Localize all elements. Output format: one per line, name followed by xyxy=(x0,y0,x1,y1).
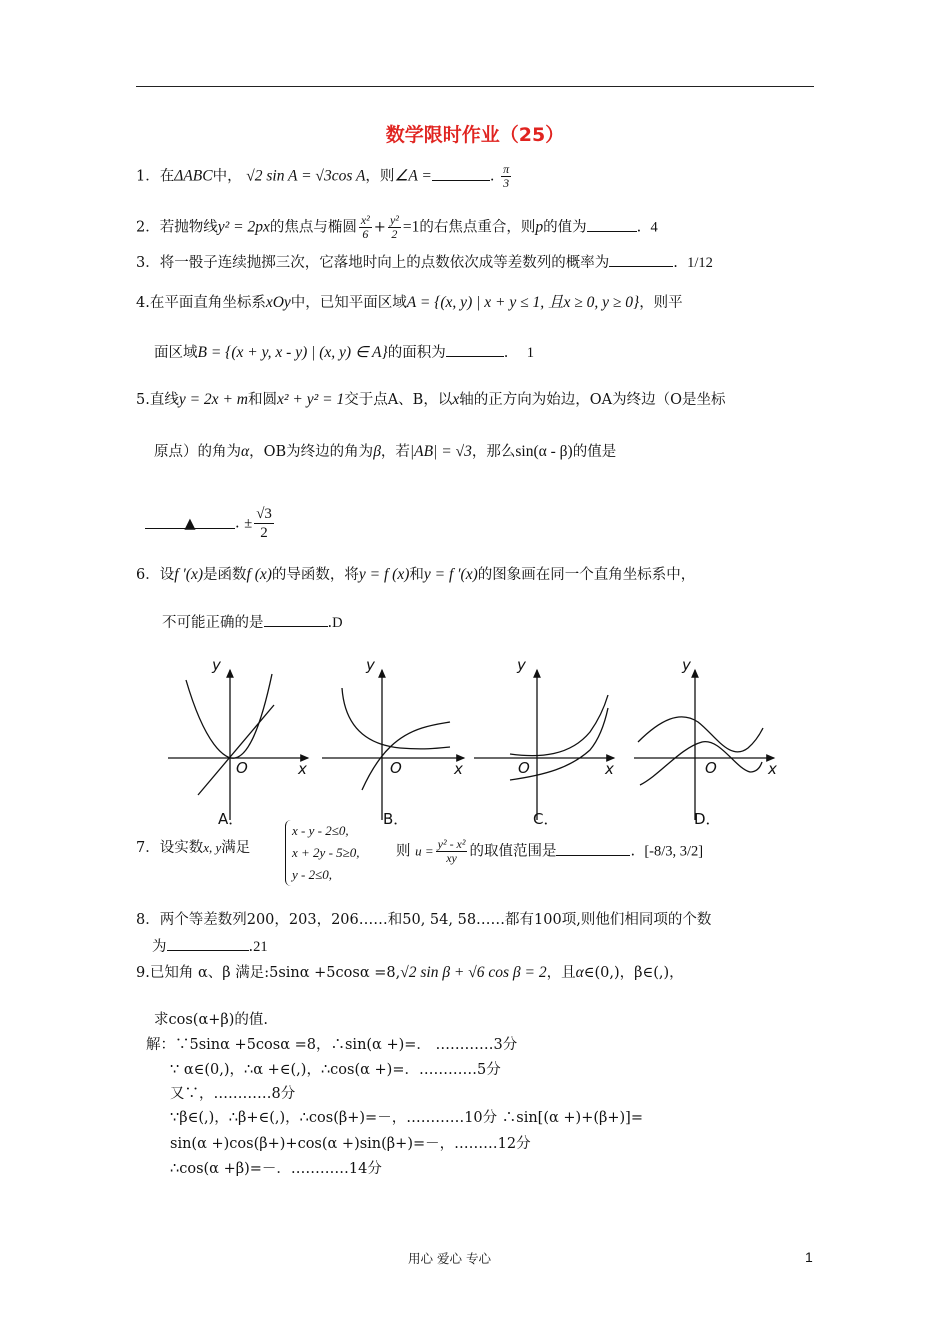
q1-answer: $\frac{\pi}{3}$ xyxy=(503,162,510,190)
graph-a-origin: O xyxy=(236,759,248,777)
graph-b-y-label: y xyxy=(366,656,375,674)
solution-line-6: ∴cos(α +β)=－．…………14分 xyxy=(170,1161,382,1177)
q5-answer: $\frac{√3}{2}$ xyxy=(256,506,272,541)
answer-blank xyxy=(446,342,504,357)
answer-blank xyxy=(609,252,673,267)
q1-equation: √2 sin A = √3cos A xyxy=(246,167,366,185)
page-number: 1 xyxy=(805,1249,813,1265)
solution-line-1: 解：∵5sinα +5cosα =8，∴sin(α +)=． …………3分 xyxy=(146,1037,518,1053)
q3-answer: 1/12 xyxy=(687,255,713,271)
answer-blank xyxy=(145,514,235,532)
graph-c-y-label: y xyxy=(517,656,526,674)
graph-c-x-label: x xyxy=(605,760,614,778)
solution-line-5: sin(α +)cos(β+)+cos(α +)sin(β+)=－，………12分 xyxy=(170,1136,531,1152)
graph-d-label: D． xyxy=(694,810,721,828)
graph-d xyxy=(634,670,774,820)
curve-parabola xyxy=(186,674,272,758)
answer-blank xyxy=(264,612,328,627)
question-8-line-2: 为 .21 xyxy=(152,936,268,957)
question-5-line-3: ▲ . ± $\frac{√3}{2}$ xyxy=(145,505,276,542)
question-4-line-2: 面区域B = {(x + y, x - y) | (x, y) ∈ A}的面积为 . 1 xyxy=(154,344,535,361)
q8-answer: 21 xyxy=(253,939,268,955)
q6-graphs xyxy=(150,650,810,830)
graph-d-x-label: x xyxy=(768,760,777,778)
q7-constraints: x - y - 2≤0, x + 2y - 5≥0, y - 2≤0, xyxy=(285,820,360,886)
question-4-line-1: 4.在平面直角坐标系xOy中，已知平面区域A = {(x, y) | x + y ≤ 1, 且x ≥ 0, y ≥ 0}，则平 xyxy=(136,294,683,311)
set-a: A = {(x, y) | x + y ≤ 1, 且x ≥ 0, y ≥ 0} xyxy=(406,294,640,311)
page-title: 数学限时作业（25） xyxy=(385,124,565,146)
question-9-line-2: 求cos(α+β)的值. xyxy=(154,1012,269,1028)
question-7-tail: 则 u = $\frac{\text{y² - x²}}{xy}$ 的取值范围是 . [-8/3, 3/2] xyxy=(396,837,704,865)
answer-blank xyxy=(432,166,490,181)
answer-blank xyxy=(587,217,637,232)
answer-blank xyxy=(167,936,249,951)
graph-a xyxy=(168,670,308,820)
footer-text: 用心 爱心 专心 xyxy=(408,1251,491,1266)
question-8-line-1: 8．两个等差数列200，203，206……和50, 54, 58……都有100项,则他们相同项的个数 xyxy=(136,912,712,928)
graph-d-y-label: y xyxy=(682,656,691,674)
graph-c-label: C． xyxy=(533,810,559,828)
graph-a-label: A． xyxy=(218,810,244,828)
graph-a-y-label: y xyxy=(212,656,221,674)
solution-line-2: ∵ α∈(0,)，∴α +∈(,)，∴cos(α +)=．…………5分 xyxy=(170,1062,501,1078)
graph-b-origin: O xyxy=(390,759,402,777)
q2-answer: 4 xyxy=(650,219,658,236)
header-rule xyxy=(136,86,814,87)
set-b: B = {(x + y, x - y) | (x, y) ∈ A} xyxy=(197,344,388,361)
graph-b xyxy=(322,670,464,820)
q4-answer: 1 xyxy=(526,345,535,361)
q6-answer: D xyxy=(332,615,343,631)
question-1: 1．在ΔABC中， √2 sin A = √3cos A，则∠A = . $\frac{\pi}{3}$ xyxy=(136,162,510,190)
question-6-line-1: 6．设f ′(x)是函数f (x)的导函数，将y = f (x)和y = f ′(x)的图象画在同一个直角坐标系中， xyxy=(136,566,696,583)
graph-b-label: B． xyxy=(383,810,409,828)
solution-line-3: 又∵，…………8分 xyxy=(170,1086,296,1102)
graph-d-origin: O xyxy=(705,759,717,777)
graph-b-x-label: x xyxy=(454,760,463,778)
graph-c-origin: O xyxy=(518,759,530,777)
triangle-marker: ▲ xyxy=(184,515,196,532)
solution-line-4: ∵β∈(,)，∴β+∈(,)，∴cos(β+)=－，…………10分 ∴sin[(α +)+(β+)]= xyxy=(170,1110,643,1126)
question-5-line-1: 5.直线y = 2x + m和圆x² + y² = 1交于点A、B，以x轴的正方向为始边，OA为终边（O是坐标 xyxy=(136,391,726,408)
question-9-line-1: 9.已知角 α、β 满足:5sinα +5cosα =8,√2 sin β + √6 cos β = 2，且α∈(0,)，β∈(,)， xyxy=(136,964,684,981)
answer-blank xyxy=(556,841,630,856)
question-2: 2．若抛物线y² = 2px的焦点与椭圆 $\frac{\text{x²}}{6}$ + $\frac{\text{y²}}{2}$ =1的右焦点重合，则p的值为 . 4 xyxy=(136,213,658,241)
curve-line xyxy=(198,705,274,795)
graph-a-x-label: x xyxy=(298,760,307,778)
question-7: 7．设实数x, y满足 xyxy=(136,840,251,856)
q7-answer: [-8/3, 3/2] xyxy=(644,843,704,860)
graph-c xyxy=(474,670,614,820)
question-5-line-2: 原点）的角为α，OB为终边的角为β，若|AB| = √3，那么sin(α - β)的值是 xyxy=(154,443,617,460)
question-3: 3．将一骰子连续抛掷三次，它落地时向上的点数依次成等差数列的概率为 . 1/12 xyxy=(136,252,713,273)
question-6-line-2: 不可能正确的是 .D xyxy=(162,612,343,633)
